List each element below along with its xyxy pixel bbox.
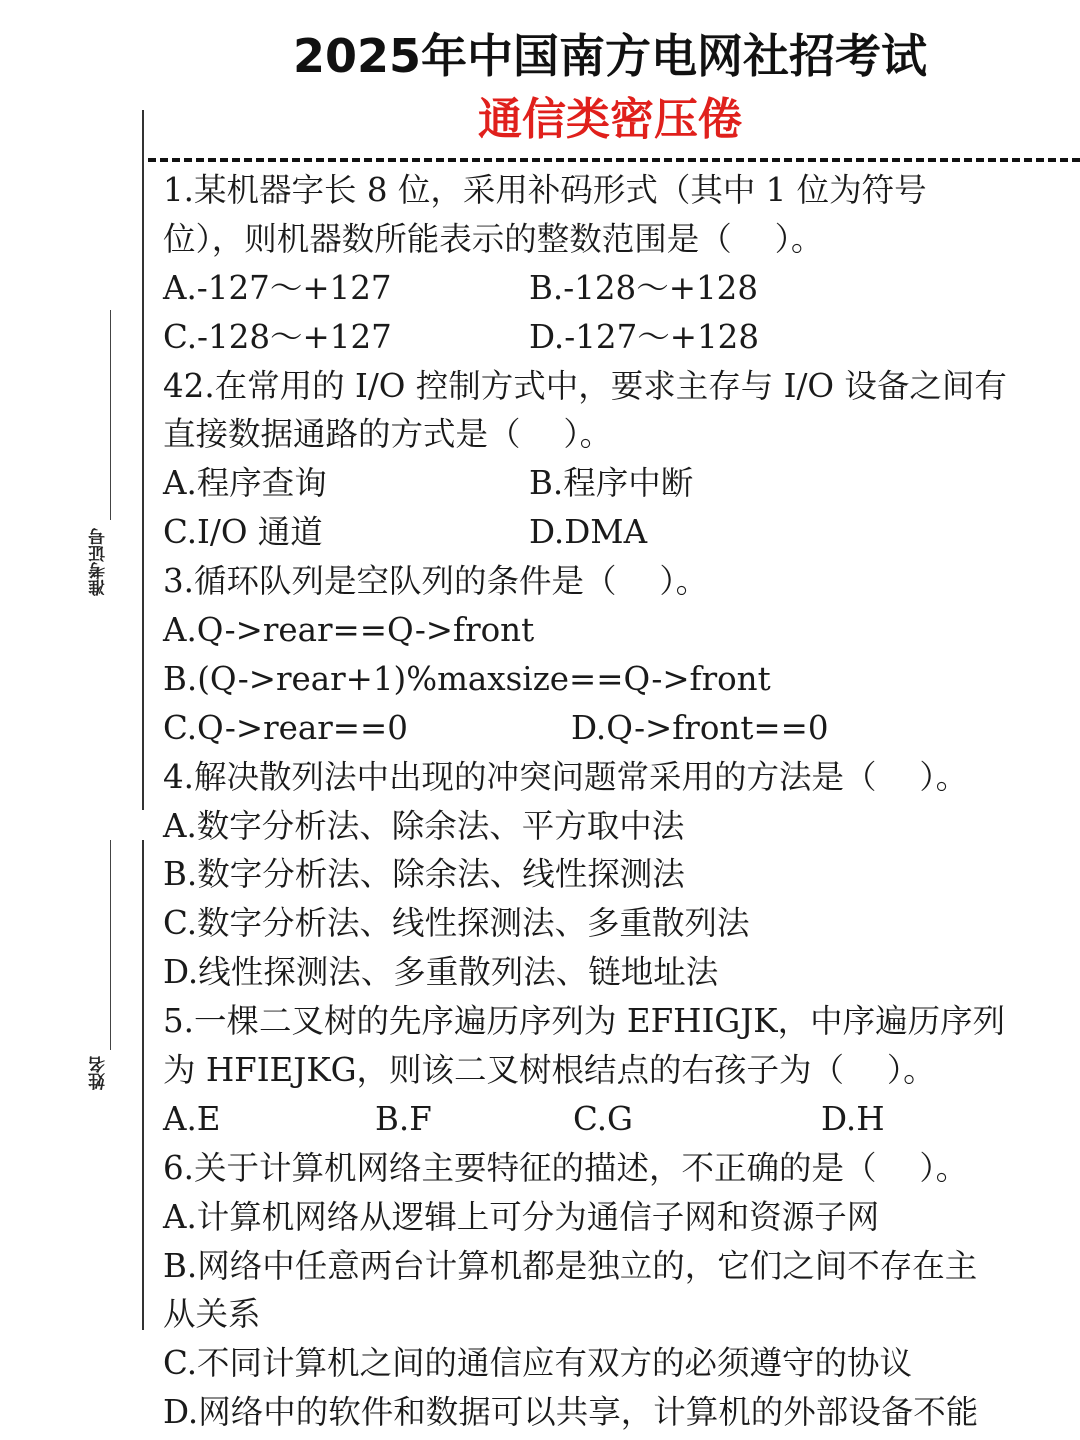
option-d[interactable]: D.网络中的软件和数据可以共享，计算机的外部设备不能 xyxy=(163,1393,979,1432)
option-c[interactable]: C.G xyxy=(573,1099,634,1138)
option-b[interactable]: B.数字分析法、除余法、线性探测法 xyxy=(163,855,685,894)
cut-line-divider xyxy=(148,158,1080,162)
option-c[interactable]: C.不同计算机之间的通信应有双方的必须遵守的协议 xyxy=(163,1344,913,1383)
option-row xyxy=(163,704,1073,753)
option-d[interactable]: D.DMA xyxy=(529,513,648,552)
question-stem: 为 HFIEJKG，则该二叉树根结点的右孩子为（ ）。 xyxy=(163,1051,936,1090)
option-row xyxy=(163,1095,1073,1144)
option-d[interactable]: D.线性探测法、多重散列法、链地址法 xyxy=(163,953,719,992)
exam-id-label: 准考证号 xyxy=(89,528,109,596)
option-a[interactable]: A.程序查询 xyxy=(163,464,327,503)
binding-margin-line-bottom xyxy=(142,840,144,1330)
option-c[interactable]: C.数字分析法、线性探测法、多重散列法 xyxy=(163,904,750,943)
option-b[interactable]: B.网络中任意两台计算机都是独立的，它们之间不存在主 xyxy=(163,1246,978,1285)
option-b[interactable]: B.-128～+128 xyxy=(529,268,758,307)
question-item xyxy=(163,1144,1073,1437)
question-stem: 位），则机器数所能表示的整数范围是（ ）。 xyxy=(163,219,824,258)
binding-margin-line-top xyxy=(142,110,144,810)
option-row xyxy=(163,459,1073,508)
option-a[interactable]: A.E xyxy=(163,1099,221,1138)
question-stem: 6.关于计算机网络主要特征的描述，不正确的是（ ）。 xyxy=(163,1148,969,1187)
question-item xyxy=(163,362,1073,558)
exam-id-blank-line xyxy=(110,310,111,520)
option-row xyxy=(163,313,1073,362)
question-stem: 5.一棵二叉树的先序遍历序列为 EFHIGJK，中序遍历序列 xyxy=(163,1002,1006,1041)
question-item xyxy=(163,753,1073,997)
question-item xyxy=(163,997,1073,1144)
option-c[interactable]: C.-128～+127 xyxy=(163,317,392,356)
question-stem: 直接数据通路的方式是（ ）。 xyxy=(163,415,613,454)
option-b[interactable]: B.(Q->rear+1)%maxsize==Q->front xyxy=(163,659,771,698)
question-stem: 42.在常用的 I/O 控制方式中，要求主存与 I/O 设备之间有 xyxy=(163,366,1007,405)
option-a[interactable]: A.数字分析法、除余法、平方取中法 xyxy=(163,806,685,845)
option-a[interactable]: A.-127～+127 xyxy=(163,268,392,307)
option-b[interactable]: B.程序中断 xyxy=(529,464,694,503)
question-list xyxy=(163,166,1073,1437)
exam-id-field[interactable] xyxy=(90,310,114,610)
option-c[interactable]: C.I/O 通道 xyxy=(163,513,323,552)
exam-title: 2025年中国南方电网社招考试 xyxy=(292,29,928,83)
option-b[interactable]: B.F xyxy=(375,1099,432,1138)
question-stem: 3.循环队列是空队列的条件是（ ）。 xyxy=(163,562,709,601)
option-d[interactable]: D.-127～+128 xyxy=(529,317,760,356)
option-row xyxy=(163,264,1073,313)
option-a[interactable]: A.Q->rear==Q->front xyxy=(163,611,535,650)
option-row xyxy=(163,508,1073,557)
option-d[interactable]: D.H xyxy=(821,1099,885,1138)
question-item xyxy=(163,166,1073,362)
option-a[interactable]: A.计算机网络从逻辑上可分为通信子网和资源子网 xyxy=(163,1197,880,1236)
option-c[interactable]: C.Q->rear==0 xyxy=(163,708,408,747)
name-label: 姓名 xyxy=(89,1056,109,1090)
name-blank-line xyxy=(110,840,111,1050)
question-stem: 4.解决散列法中出现的冲突问题常采用的方法是（ ）。 xyxy=(163,757,969,796)
option-d[interactable]: D.Q->front==0 xyxy=(571,708,829,747)
option-b-continued[interactable]: 从关系 xyxy=(163,1295,261,1334)
question-stem: 1.某机器字长 8 位，采用补码形式（其中 1 位为符号 xyxy=(163,171,927,209)
question-item xyxy=(163,557,1073,753)
exam-subtitle: 通信类密压倦 xyxy=(478,94,742,145)
name-field[interactable] xyxy=(90,840,114,1100)
